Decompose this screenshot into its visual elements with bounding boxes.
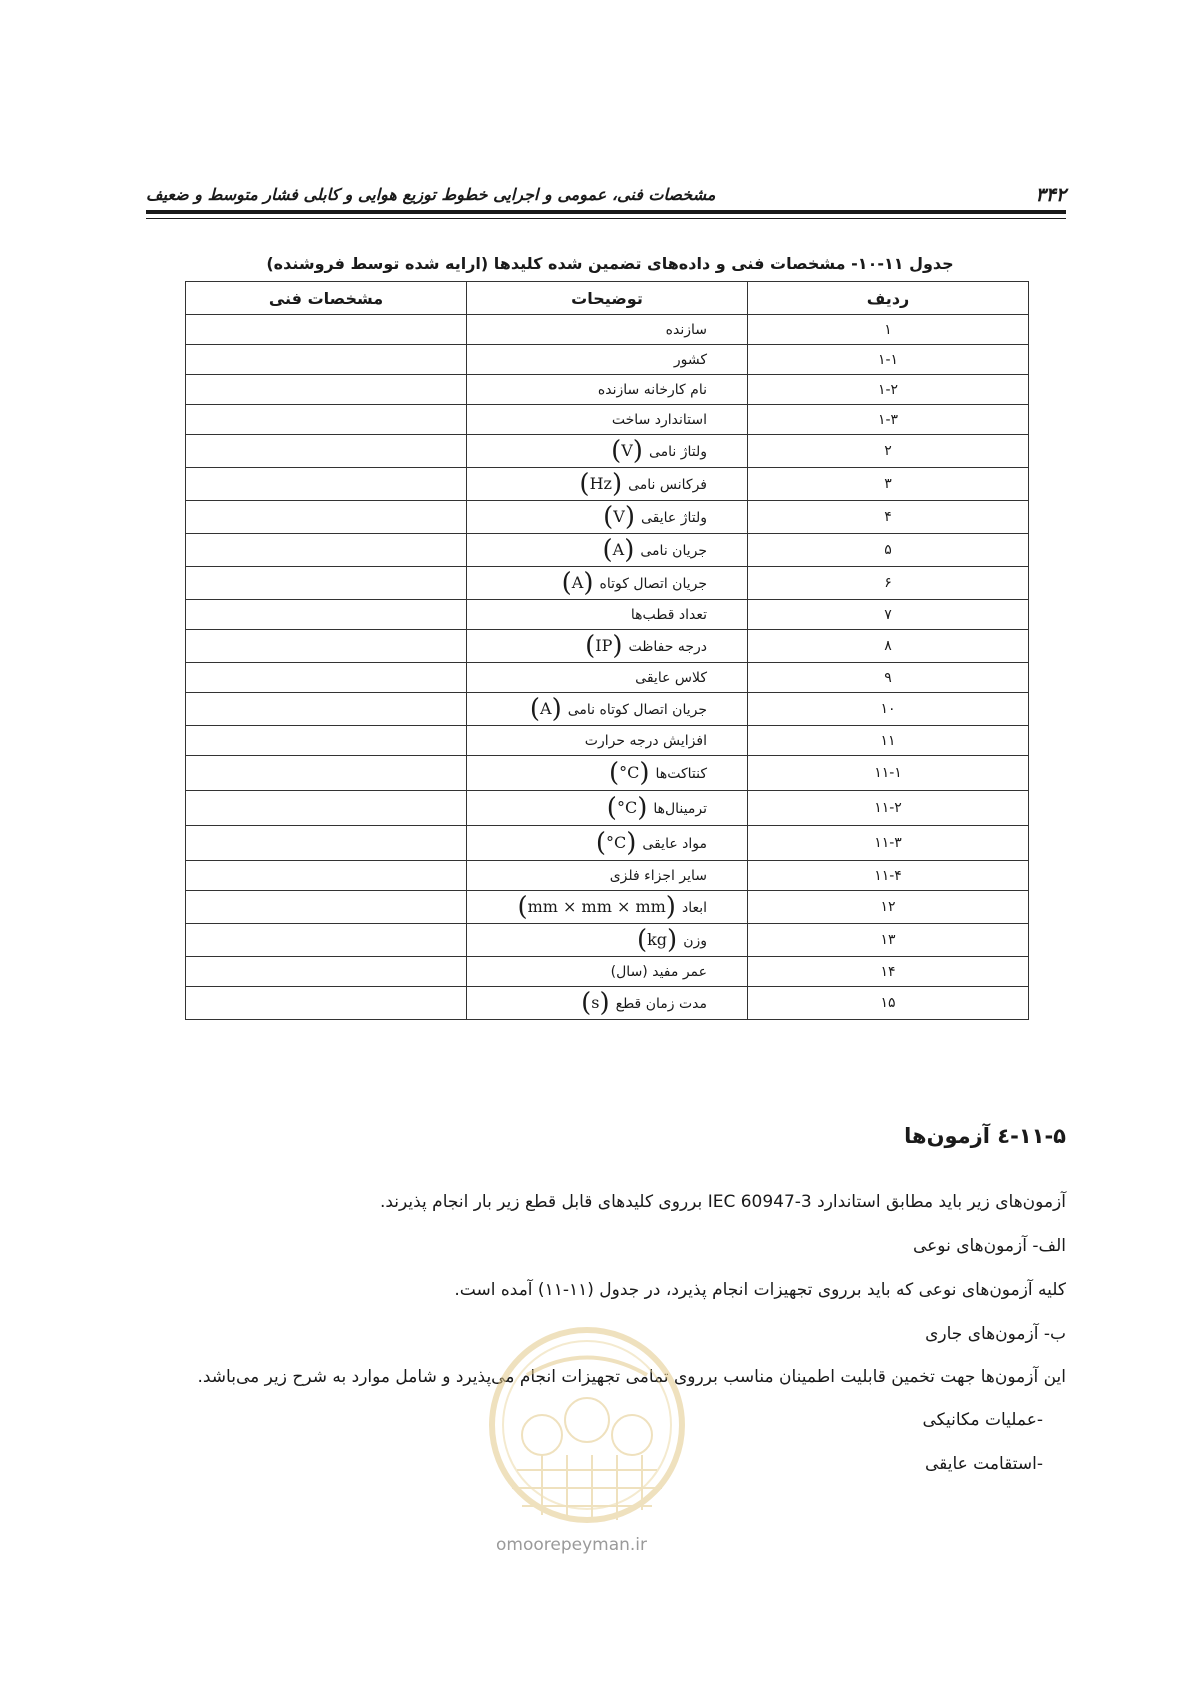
row-spec-value — [186, 693, 467, 726]
row-spec-value — [186, 315, 467, 345]
table-row — [186, 468, 1029, 501]
unit-value: °C — [606, 833, 627, 852]
row-spec-value — [186, 567, 467, 600]
unit-value: s — [591, 993, 600, 1012]
row-unit: (mm × mm × mm) — [517, 892, 676, 922]
running-title: مشخصات فنی، عمومی و اجرایی خطوط توزیع هوایی و کابلی فشار متوسط و ضعیف — [146, 185, 716, 204]
body-paragraph-2: کلیه آزمون‌های نوعی که باید برروی تجهیزات انجام پذیرد، در جدول (۱۱-۱۱) آمده است. — [454, 1280, 1066, 1300]
unit-value: °C — [616, 798, 638, 817]
row-label: درجه حفاظت — [628, 639, 707, 655]
row-number: ۱-۱ — [748, 345, 1029, 375]
row-unit: (V) — [611, 436, 643, 466]
row-description — [467, 987, 748, 1020]
row-number: ۱-۲ — [748, 375, 1029, 405]
row-description — [467, 791, 748, 826]
row-spec-value — [186, 345, 467, 375]
table-row — [186, 435, 1029, 468]
row-description — [467, 375, 748, 405]
row-spec-value — [186, 987, 467, 1020]
row-spec-value — [186, 405, 467, 435]
table-row — [186, 756, 1029, 791]
row-spec-value — [186, 756, 467, 791]
row-number: ۱۱-۳ — [748, 826, 1029, 861]
table-row — [186, 987, 1029, 1020]
table-row — [186, 924, 1029, 957]
table-row — [186, 826, 1029, 861]
row-spec-value — [186, 791, 467, 826]
unit-value: Hz — [589, 474, 612, 493]
row-number: ۱۵ — [748, 987, 1029, 1020]
row-unit: (A) — [561, 568, 594, 598]
row-spec-value — [186, 957, 467, 987]
row-label: سایر اجزاء فلزی — [609, 867, 707, 884]
row-label: ولتاژ عایقی — [641, 510, 707, 526]
row-unit: (s) — [581, 988, 610, 1018]
section-heading: ۱۱-۵-٤ آزمون‌ها — [904, 1124, 1066, 1148]
row-description — [467, 435, 748, 468]
unit-value: mm × mm × mm — [527, 897, 666, 916]
unit-value: V — [621, 441, 633, 460]
table-row — [186, 405, 1029, 435]
unit-value: kg — [647, 930, 668, 949]
unit-value: IP — [595, 636, 613, 655]
row-label: کلاس عایقی — [635, 669, 707, 686]
table-row — [186, 663, 1029, 693]
row-unit: (A) — [529, 694, 562, 724]
row-number: ۱۱ — [748, 726, 1029, 756]
row-spec-value — [186, 468, 467, 501]
row-spec-value — [186, 630, 467, 663]
row-number: ۸ — [748, 630, 1029, 663]
row-label: جریان اتصال کوتاه — [599, 576, 707, 592]
row-label: وزن — [683, 933, 707, 949]
watermark-site: omoorepeyman.ir — [496, 1535, 648, 1555]
row-number: ۶ — [748, 567, 1029, 600]
row-label: فرکانس نامی — [628, 477, 707, 493]
row-number: ۱۱-۲ — [748, 791, 1029, 826]
row-description — [467, 315, 748, 345]
row-unit: (°C) — [595, 828, 637, 858]
row-spec-value — [186, 861, 467, 891]
table-row — [186, 693, 1029, 726]
row-description — [467, 924, 748, 957]
unit-value: V — [613, 507, 625, 526]
row-spec-value — [186, 891, 467, 924]
row-number: ۵ — [748, 534, 1029, 567]
omoor-peyman-seal-icon — [482, 1320, 692, 1560]
row-number: ۱۱-۴ — [748, 861, 1029, 891]
row-description — [467, 567, 748, 600]
row-description — [467, 405, 748, 435]
row-label: ابعاد — [681, 900, 707, 916]
table-body — [186, 315, 1029, 1020]
row-unit: (Hz) — [579, 469, 623, 499]
body-paragraph-3: این آزمون‌ها جهت تخمین قابلیت اطمینان مناسب برروی تمامی تجهیزات انجام می‌پذیرد و شامل موارد به شرح زیر می‌باشد. — [197, 1367, 1066, 1387]
row-description — [467, 826, 748, 861]
row-number: ۱۲ — [748, 891, 1029, 924]
table-row — [186, 375, 1029, 405]
spec-table — [185, 281, 1029, 1020]
row-label: استاندارد ساخت — [611, 411, 707, 428]
table-header-row — [186, 282, 1029, 315]
row-unit: (A) — [602, 535, 635, 565]
row-label: مدت زمان قطع — [615, 996, 707, 1012]
row-number: ۱۳ — [748, 924, 1029, 957]
table-caption: جدول ۱۱-۱۰- مشخصات فنی و داده‌های تضمین شده کلیدها (ارایه شده توسط فروشنده) — [266, 254, 954, 273]
row-spec-value — [186, 924, 467, 957]
row-number: ۲ — [748, 435, 1029, 468]
row-spec-value — [186, 826, 467, 861]
row-unit: (IP) — [585, 631, 623, 661]
table-row — [186, 957, 1029, 987]
row-spec-value — [186, 435, 467, 468]
row-label: عمر مفید (سال) — [610, 963, 707, 980]
row-unit: (°C) — [606, 793, 648, 823]
table-row — [186, 345, 1029, 375]
row-label: جریان اتصال کوتاه نامی — [567, 702, 707, 718]
row-description — [467, 861, 748, 891]
table-row — [186, 630, 1029, 663]
row-description — [467, 726, 748, 756]
list-item: -عملیات مکانیکی — [922, 1410, 1043, 1430]
row-spec-value — [186, 534, 467, 567]
header-radif: ردیف — [748, 282, 1029, 315]
list-item: -استقامت عایقی — [924, 1454, 1043, 1474]
table-row — [186, 891, 1029, 924]
row-label: کنتاکت‌ها — [655, 766, 707, 782]
unit-value: A — [571, 573, 584, 592]
row-number: ۷ — [748, 600, 1029, 630]
row-number: ۱ — [748, 315, 1029, 345]
row-label: کشور — [673, 351, 707, 368]
row-label: تعداد قطب‌ها — [630, 606, 707, 623]
row-unit: (°C) — [608, 758, 650, 788]
row-description — [467, 663, 748, 693]
body-paragraph-1: آزمون‌های زیر باید مطابق استاندارد IEC 60947-3 برروی کلیدهای قابل قطع زیر بار انجام پذیرند. — [379, 1192, 1066, 1212]
header-rule-thick — [146, 210, 1066, 214]
row-description — [467, 600, 748, 630]
row-description — [467, 957, 748, 987]
row-number: ۱-۳ — [748, 405, 1029, 435]
table-row — [186, 861, 1029, 891]
row-label: مواد عایقی — [642, 836, 707, 852]
unit-value: °C — [619, 763, 640, 782]
table-row — [186, 534, 1029, 567]
row-number: ۱۰ — [748, 693, 1029, 726]
row-description — [467, 501, 748, 534]
header-rule-thin — [146, 218, 1066, 219]
row-spec-value — [186, 663, 467, 693]
row-description — [467, 534, 748, 567]
row-description — [467, 756, 748, 791]
row-spec-value — [186, 726, 467, 756]
row-description — [467, 468, 748, 501]
table-row — [186, 567, 1029, 600]
table-row — [186, 726, 1029, 756]
row-label: جریان نامی — [640, 543, 707, 559]
header-desc: توضیحات — [467, 282, 748, 315]
table-row — [186, 315, 1029, 345]
row-spec-value — [186, 375, 467, 405]
row-label: افزایش درجه حرارت — [584, 732, 707, 749]
row-description — [467, 891, 748, 924]
row-number: ۳ — [748, 468, 1029, 501]
table-row — [186, 791, 1029, 826]
table-row — [186, 501, 1029, 534]
unit-value: A — [612, 540, 625, 559]
page-header — [146, 180, 1066, 214]
header-spec: مشخصات فنی — [186, 282, 467, 315]
row-label: نام کارخانه سازنده — [597, 381, 707, 398]
page-number: ۳۴۲ — [1035, 184, 1066, 206]
row-description — [467, 345, 748, 375]
unit-value: A — [540, 699, 552, 718]
body-subheading-type-tests: الف- آزمون‌های نوعی — [912, 1236, 1066, 1256]
row-number: ۱۱-۱ — [748, 756, 1029, 791]
table-row — [186, 600, 1029, 630]
row-label: سازنده — [665, 321, 707, 338]
body-subheading-routine-tests: ب- آزمون‌های جاری — [925, 1324, 1066, 1344]
row-label: ترمینال‌ها — [653, 801, 707, 817]
row-description — [467, 630, 748, 663]
row-number: ۹ — [748, 663, 1029, 693]
row-number: ۴ — [748, 501, 1029, 534]
row-number: ۱۴ — [748, 957, 1029, 987]
row-spec-value — [186, 501, 467, 534]
row-unit: (kg) — [636, 925, 678, 955]
row-spec-value — [186, 600, 467, 630]
row-unit: (V) — [603, 502, 635, 532]
row-description — [467, 693, 748, 726]
row-label: ولتاژ نامی — [648, 444, 707, 460]
